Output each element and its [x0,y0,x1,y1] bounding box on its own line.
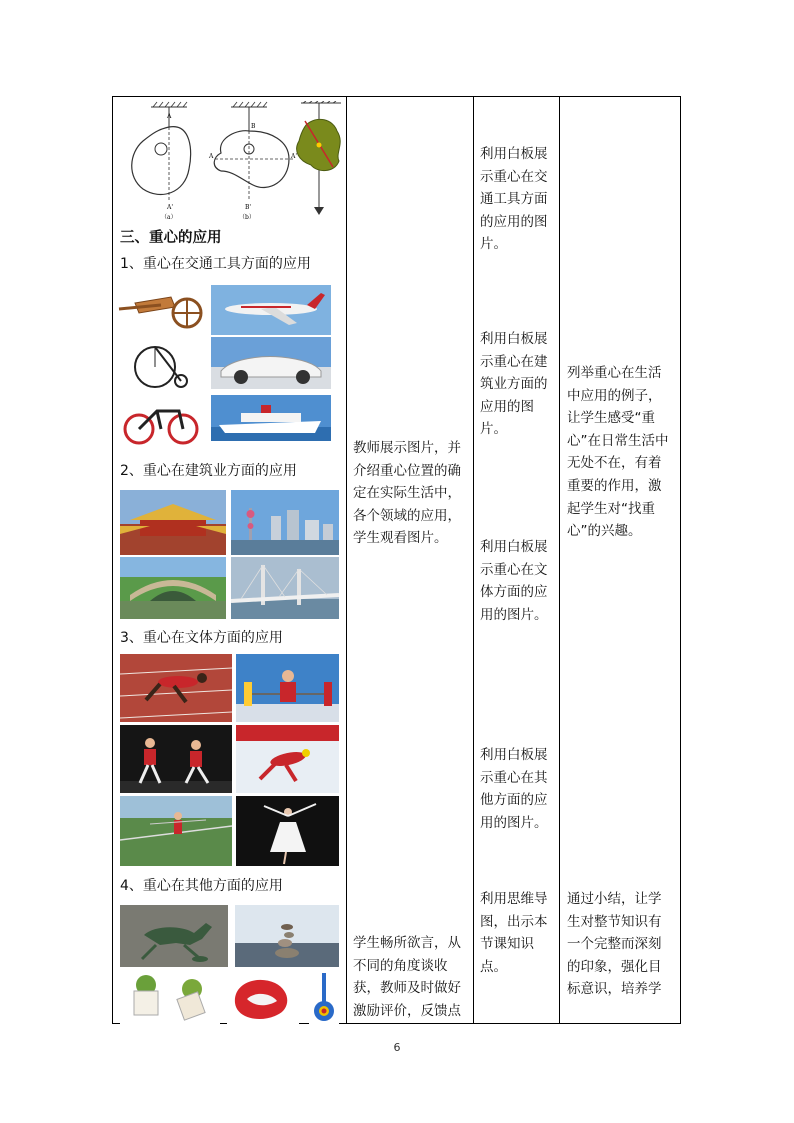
label-b: （b） [239,214,255,221]
section-title: 三、重心的应用 [120,230,222,246]
wheelbarrow-image [115,287,207,333]
media-text-building: 利用白板展示重心在建筑业方面的应用的图片。 [480,331,548,438]
stone-arch-bridge-image [120,557,226,619]
subheading-other: 4、重心在其他方面的应用 [120,878,283,894]
flower-pots-image [120,969,220,1024]
subheading-transport: 1、重心在交通工具方面的应用 [120,256,311,272]
subheading-building: 2、重心在建筑业方面的应用 [120,463,297,479]
activity-text-images: 教师展示图片，并介绍重心位置的确定在实际生活中，各个领域的应用，学生观看图片。 [353,440,461,547]
media-text-sports: 利用白板展示重心在文体方面的应用的图片。 [480,539,548,623]
city-skyline-image [231,490,339,555]
table-col-divider-3 [559,96,560,1024]
sprinter-image [120,654,232,722]
table-col-divider-2 [473,96,474,1024]
subheading-sports: 3、重心在文体方面的应用 [120,630,283,646]
label-B-prime: B' [245,204,252,211]
label-A-prime-a: A' [167,204,173,211]
intent-text-interest: 列举重心在生活中应用的例子，让学生感受“重心”在日常生活中无处不在，有着重要的作用，激起学生对“找重心”的兴趣。 [567,365,669,540]
spoon-toy-image [309,969,339,1024]
label-B: B [251,123,256,130]
balanced-stones-image [235,905,339,967]
label-a: （a） [161,214,177,221]
penny-farthing-image [131,337,191,391]
cable-bridge-image [231,557,339,619]
table-right-border [680,96,681,1024]
table-col-divider-1 [346,96,347,1024]
media-text-mindmap: 利用思维导图，出示本节课知识点。 [480,891,548,975]
badminton-image [120,725,232,793]
speed-skater-image [236,725,339,793]
label-A-prime-b: A' [291,153,297,160]
label-A-b: A [209,153,214,160]
weightlifter-image [236,654,339,722]
media-text-transport: 利用白板展示重心在交通工具方面的应用的图片。 [480,146,548,253]
label-A-top: A [167,113,172,120]
ballet-dancer-image [236,796,339,866]
activity-text-summary: 学生畅所欲言，从不同的角度谈收获，教师及时做好激励评价，反馈点 [353,935,461,1019]
cruise-ship-image [211,395,331,441]
page-number: 6 [393,1041,401,1054]
content-column [113,97,346,1024]
media-text-other: 利用白板展示重心在其他方面的应用的图片。 [480,747,548,831]
airplane-image [211,285,331,335]
bicycle-image [121,395,201,447]
forbidden-city-image [120,490,226,555]
sports-car-image [211,337,331,389]
red-chair-image [227,969,299,1024]
center-of-gravity-diagram [121,101,346,221]
tightrope-walker-image [120,796,232,866]
intent-text-summary: 通过小结，让学生对整节知识有一个完整而深刻的印象，强化目标意识，培养学 [567,891,662,998]
bronze-horse-image [120,905,228,967]
